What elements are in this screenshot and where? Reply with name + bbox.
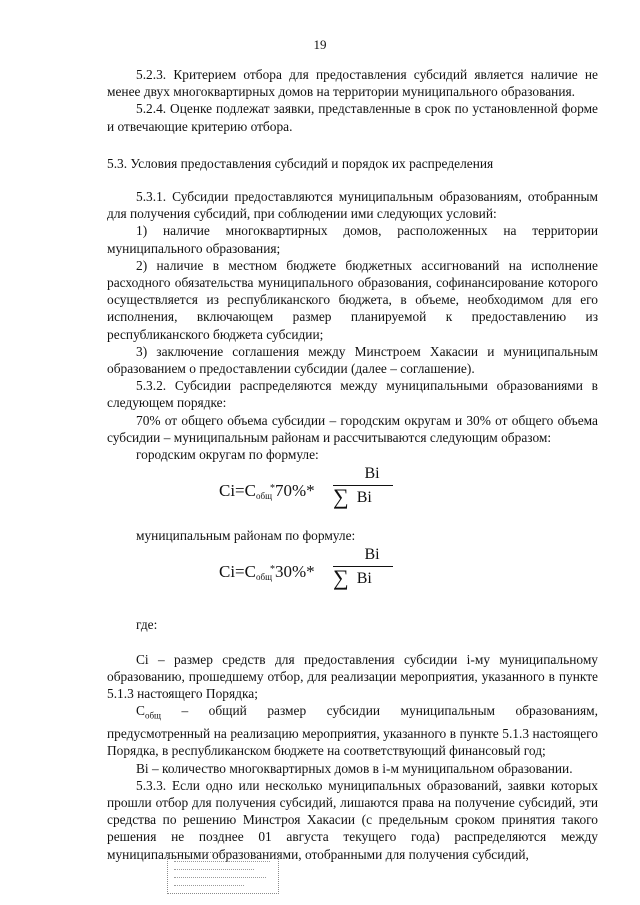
section-title: 5.3. Условия предоставления субсидий и порядок их распределения — [107, 155, 494, 171]
definition-bi: Bi – количество многоквартирных домов в i-м муниципальном образовании. — [136, 760, 573, 776]
formula-lhs: $Ci=C_{общ}^*70\%*$ — [219, 481, 315, 502]
paragraph-5-3-2: 5.3.2. Субсидии распределяются между муниципальными образованиями в следующем порядке: — [107, 378, 598, 411]
formula-numerator: Bi — [364, 465, 380, 483]
condition-2: 2) наличие в местном бюджете бюджетных ассигнований на исполнение расходного обязательства муниципального образования, софинансирование которого осуществляется из республиканского бюджета, в объеме, необходимом для его исполнения, включающем размер планируемой к предоставлению из республиканского бюджета субсидии; — [107, 257, 598, 342]
paragraph-5-2-3: 5.2.3. Критерием отбора для предоставления субсидий является наличие не менее двух многоквартирных домов на территории муниципального образования. — [107, 67, 598, 100]
condition-3: 3) заключение соглашения между Минстроем Хакасии и муниципальным образованием о предоставлении субсидии (далее – соглашение). — [107, 343, 598, 377]
formula-numerator: Bi — [364, 546, 380, 564]
document-body — [107, 66, 598, 863]
definition-ci: Ci – размер средств для предоставления субсидии i-му муниципальному образованию, прошедшему отбор, для реализации мероприятия, указанного в пункте 5.1.3 настоящего Порядка; — [107, 651, 598, 702]
definition-cobsh: $С_{общ}$ – общий размер субсидии муниципальным образованиям, предусмотренный на реализацию мероприятия, указанного в пункте 5.1.3 настоящего Порядка, в республиканском бюджете на соответствующий финансовый год; — [107, 703, 598, 759]
sigma-symbol: ∑ — [333, 484, 349, 510]
formula-lhs: $Ci=C_{общ}^*30\%*$ — [219, 562, 315, 583]
formula-fraction — [333, 465, 393, 508]
formula-city-districts — [107, 463, 598, 527]
page-number: 19 — [313, 37, 327, 52]
formula-denominator: Bi — [356, 569, 372, 587]
sigma-symbol: ∑ — [333, 565, 349, 591]
registration-stamp — [167, 852, 279, 894]
district-formula-label: муниципальным районам по формуле: — [136, 528, 356, 544]
paragraph-5-2-4: 5.2.4. Оценке подлежат заявки, представленные в срок по установленной форме и отвечающие критерию отбора. — [107, 101, 598, 134]
distribution-paragraph: 70% от общего объема субсидии – городским округам и 30% от общего объема субсидии – муниципальным районам и рассчитываются следующим образом: — [107, 412, 598, 445]
paragraph-5-3-1: 5.3.1. Субсидии предоставляются муниципальным образованиям, отобранным для получения субсидий, при соблюдении ими следующих условий: — [107, 189, 598, 222]
formula-municipal-districts — [107, 544, 598, 608]
condition-1: 1) наличие многоквартирных домов, расположенных на территории муниципального образования; — [107, 223, 598, 256]
city-formula-label: городским округам по формуле: — [136, 447, 319, 463]
where-label: где: — [136, 617, 158, 633]
formula-fraction — [333, 546, 393, 589]
paragraph-5-3-3: 5.3.3. Если одно или несколько муниципальных образований, заявки которых прошли отбор для получения субсидий, лишаются права на получение субсидий, эти средства по решению Минстроя Хакасии (с предельным сроком принятия такого решения не позднее 01 августа текущего года) распределяются между муниципальными образованиями, отобранными для получения субсидий, — [107, 777, 598, 862]
formula-denominator: Bi — [356, 488, 372, 506]
